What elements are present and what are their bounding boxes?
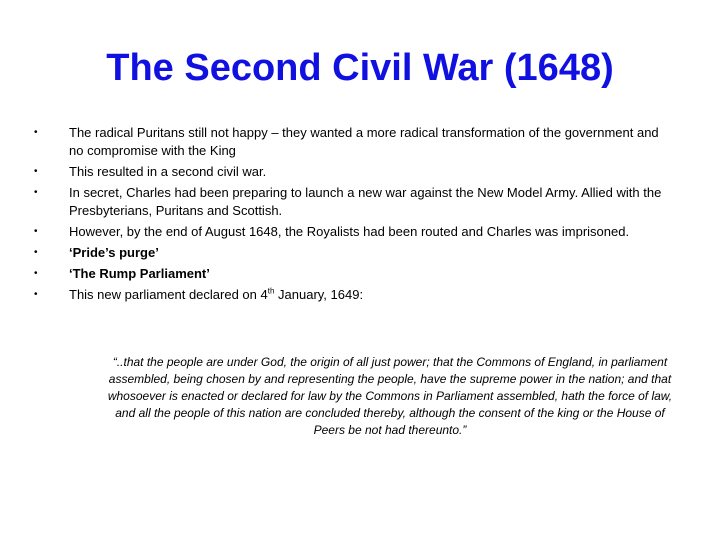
- declaration-text-before: This new parliament declared on 4: [69, 287, 268, 302]
- declaration-text-sup: th: [267, 286, 275, 296]
- bullet-dot-icon: •: [34, 247, 38, 258]
- bullet-item: [34, 184, 674, 220]
- bullet-text: However, by the end of August 1648, the Royalists had been routed and Charles was imprisoned.: [69, 224, 630, 239]
- bullet-dot-icon: •: [34, 289, 38, 300]
- bullet-dot-icon: •: [34, 226, 38, 237]
- bullet-text: This resulted in a second civil war.: [69, 164, 267, 179]
- bullet-text-rump-parliament: ‘The Rump Parliament’: [69, 266, 210, 281]
- bullet-dot-icon: •: [34, 166, 38, 177]
- declaration-text-after: January, 1649:: [274, 287, 364, 302]
- bullet-text-prides-purge: ‘Pride’s purge’: [69, 245, 159, 260]
- bullet-dot-icon: •: [34, 187, 38, 198]
- bullet-dot-icon: •: [34, 268, 38, 279]
- bullet-item: [34, 223, 674, 241]
- bullet-text-declaration: [69, 287, 363, 302]
- bullet-item: [34, 244, 674, 262]
- bullet-text: The radical Puritans still not happy – they wanted a more radical transformation of the government and no compromise with the King: [69, 125, 659, 158]
- bullet-list: [34, 124, 674, 307]
- bullet-item: [34, 163, 674, 181]
- declaration-quote: “..that the people are under God, the origin of all just power; that the Commons of England, in parliament assembled, being chosen by and representing the people, have the supreme power in the nation; and that whosoever is enacted or declared for law by the Commons in Parliament assembled, hath the force of law, and all the people of this nation are concluded thereby, although the consent of the king or the House of Peers be not had thereunto.”: [107, 355, 673, 437]
- bullet-item: [34, 124, 674, 160]
- bullet-text: In secret, Charles had been preparing to launch a new war against the New Model Army. Allied with the Presbyterians, Puritans and Scottish.: [69, 185, 662, 218]
- bullet-dot-icon: •: [34, 127, 38, 138]
- slide-title: The Second Civil War (1648): [106, 47, 614, 89]
- bullet-item: [34, 286, 674, 304]
- bullet-item: [34, 265, 674, 283]
